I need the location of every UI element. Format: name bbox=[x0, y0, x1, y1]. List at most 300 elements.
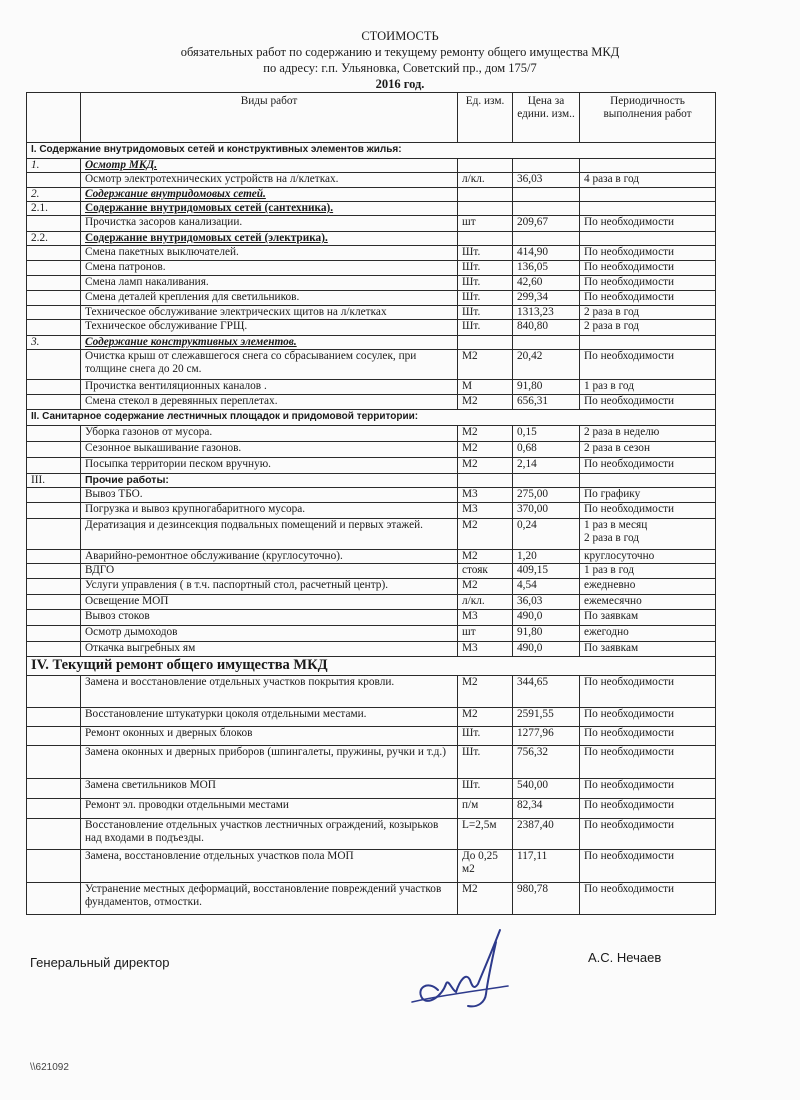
work-name-cell bbox=[81, 799, 458, 819]
unit-cell bbox=[458, 519, 513, 550]
unit-cell-text: М3 bbox=[462, 488, 478, 500]
row-number-cell bbox=[27, 320, 81, 336]
unit-cell bbox=[458, 306, 513, 320]
header-num-cell bbox=[27, 93, 81, 143]
work-name-cell-text: Замена оконных и дверных приборов (шпингалеты, пружины, ручки и т.д.) bbox=[85, 746, 446, 758]
price-cell bbox=[513, 216, 580, 232]
unit-cell-text: Шт. bbox=[462, 779, 481, 791]
row-number-cell bbox=[27, 642, 81, 657]
unit-cell-text: М3 bbox=[462, 503, 478, 515]
period-cell bbox=[580, 626, 716, 642]
period-cell-text: По необходимости bbox=[584, 458, 675, 470]
table-row bbox=[27, 320, 716, 336]
period-cell bbox=[580, 488, 716, 503]
work-name-cell-text: Техническое обслуживание ГРЩ. bbox=[85, 320, 248, 332]
unit-cell-text: L=2,5м bbox=[462, 819, 497, 831]
work-name-cell bbox=[81, 458, 458, 474]
work-name-cell bbox=[81, 779, 458, 799]
period-cell bbox=[580, 395, 716, 410]
row-number-cell bbox=[27, 336, 81, 350]
price-cell-text: 91,80 bbox=[517, 626, 543, 638]
unit-cell-text: М3 bbox=[462, 610, 478, 622]
work-name-cell bbox=[81, 883, 458, 915]
row-number-cell bbox=[27, 850, 81, 883]
period-cell-text: 2 раза в год bbox=[584, 320, 640, 332]
price-cell-text: 275,00 bbox=[517, 488, 549, 500]
unit-cell-text: М2 bbox=[462, 350, 478, 362]
period-cell bbox=[580, 595, 716, 610]
unit-cell-text: М2 bbox=[462, 676, 478, 688]
unit-cell bbox=[458, 595, 513, 610]
work-name-cell bbox=[81, 676, 458, 708]
work-name-cell-text: Содержание внутридомовых сетей (электрика). bbox=[85, 232, 328, 244]
period-cell-text: ежегодно bbox=[584, 626, 629, 638]
header-work: Виды работ bbox=[81, 93, 458, 143]
row-number-cell bbox=[27, 458, 81, 474]
header-period bbox=[580, 93, 716, 143]
period-cell bbox=[580, 380, 716, 395]
unit-cell bbox=[458, 380, 513, 395]
work-name-cell-text: Смена ламп накаливания. bbox=[85, 276, 209, 288]
work-name-cell-text: Содержание внутридомовых сетей. bbox=[85, 188, 266, 200]
period-cell bbox=[580, 188, 716, 202]
price-cell-text: 0,15 bbox=[517, 426, 537, 438]
table-row bbox=[27, 519, 716, 550]
row-number-cell bbox=[27, 216, 81, 232]
work-name-cell-text: Вывоз стоков bbox=[85, 610, 150, 622]
period-cell-text: По необходимости bbox=[584, 291, 675, 303]
period-cell-text: 4 раза в год bbox=[584, 173, 640, 185]
period-cell-text: По необходимости bbox=[584, 779, 675, 791]
period-cell bbox=[580, 642, 716, 657]
row-number-cell bbox=[27, 579, 81, 595]
price-cell bbox=[513, 503, 580, 519]
price-cell bbox=[513, 550, 580, 564]
work-name-cell-text: Очистка крыш от слежавшегося снега со сбрасыванием сосулек, при толщине снега до 20 см. bbox=[85, 350, 417, 375]
price-cell-text: 2,14 bbox=[517, 458, 537, 470]
work-name-cell bbox=[81, 442, 458, 458]
work-name-cell-text: Ремонт оконных и дверных блоков bbox=[85, 727, 253, 739]
price-cell-text: 409,15 bbox=[517, 564, 549, 576]
work-name-cell bbox=[81, 380, 458, 395]
header-unit-text: Ед. изм. bbox=[465, 95, 505, 107]
work-name-cell-text: Уборка газонов от мусора. bbox=[85, 426, 213, 438]
period-cell-text: По необходимости bbox=[584, 350, 675, 362]
row-number-cell bbox=[27, 564, 81, 579]
work-name-cell-text: Замена и восстановление отдельных участков покрытия кровли. bbox=[85, 676, 395, 688]
period-cell bbox=[580, 779, 716, 799]
period-cell-text: 2 раза в год bbox=[584, 306, 640, 318]
period-cell bbox=[580, 519, 716, 550]
row-number-cell bbox=[27, 246, 81, 261]
row-number-cell bbox=[27, 202, 81, 216]
price-cell bbox=[513, 708, 580, 727]
table-row bbox=[27, 188, 716, 202]
table-row bbox=[27, 410, 716, 426]
period-cell-text: По необходимости bbox=[584, 261, 675, 273]
row-number-cell bbox=[27, 519, 81, 550]
row-number-cell-text: 2. bbox=[31, 188, 40, 200]
price-cell bbox=[513, 261, 580, 276]
row-number-cell bbox=[27, 173, 81, 188]
work-name-cell-text: Прочистка засоров канализации. bbox=[85, 216, 243, 228]
row-number-cell bbox=[27, 610, 81, 626]
period-cell bbox=[580, 474, 716, 488]
period-cell bbox=[580, 350, 716, 380]
unit-cell bbox=[458, 426, 513, 442]
table-body bbox=[27, 143, 716, 915]
table-row bbox=[27, 159, 716, 173]
work-name-cell-text: Восстановление отдельных участков лестничных ограждений, козырьков над входами в подъезды. bbox=[85, 819, 439, 844]
unit-cell bbox=[458, 727, 513, 746]
table-header-row bbox=[27, 93, 716, 143]
period-cell bbox=[580, 246, 716, 261]
period-cell-text: 2 раза в неделю bbox=[584, 426, 660, 438]
row-number-cell bbox=[27, 291, 81, 306]
period-cell-text: По необходимости bbox=[584, 850, 675, 862]
unit-cell bbox=[458, 159, 513, 173]
row-number-cell bbox=[27, 395, 81, 410]
work-name-cell bbox=[81, 626, 458, 642]
price-cell bbox=[513, 642, 580, 657]
period-cell bbox=[580, 458, 716, 474]
unit-cell-text: Шт. bbox=[462, 276, 481, 288]
price-cell bbox=[513, 626, 580, 642]
row-number-cell bbox=[27, 488, 81, 503]
unit-cell bbox=[458, 676, 513, 708]
unit-cell-text: До 0,25 м2 bbox=[462, 850, 498, 875]
period-cell bbox=[580, 799, 716, 819]
work-name-cell bbox=[81, 306, 458, 320]
price-cell bbox=[513, 488, 580, 503]
table-row bbox=[27, 595, 716, 610]
table-row bbox=[27, 579, 716, 595]
row-number-cell bbox=[27, 819, 81, 850]
table-row bbox=[27, 173, 716, 188]
period-cell-text: По необходимости bbox=[584, 883, 675, 895]
price-cell bbox=[513, 336, 580, 350]
unit-cell-text: М2 bbox=[462, 458, 478, 470]
unit-cell-text: М2 bbox=[462, 426, 478, 438]
work-name-cell bbox=[81, 232, 458, 246]
work-name-cell-text: Замена, восстановление отдельных участков пола МОП bbox=[85, 850, 354, 862]
unit-cell-text: Шт. bbox=[462, 746, 481, 758]
period-cell bbox=[580, 610, 716, 626]
unit-cell-text: Шт. bbox=[462, 291, 481, 303]
price-cell bbox=[513, 426, 580, 442]
table-row bbox=[27, 143, 716, 159]
work-name-cell bbox=[81, 395, 458, 410]
document-number: \\621092 bbox=[30, 1062, 69, 1073]
unit-cell bbox=[458, 261, 513, 276]
price-cell bbox=[513, 188, 580, 202]
price-cell-text: 980,78 bbox=[517, 883, 549, 895]
period-cell bbox=[580, 426, 716, 442]
table-row bbox=[27, 291, 716, 306]
section-heading: II. Санитарное содержание лестничных площадок и придомовой территории: bbox=[27, 410, 716, 426]
doc-year: 2016 год. bbox=[375, 77, 425, 91]
table-row bbox=[27, 350, 716, 380]
unit-cell bbox=[458, 626, 513, 642]
row-number-cell bbox=[27, 261, 81, 276]
price-cell-text: 2387,40 bbox=[517, 819, 554, 831]
work-name-cell bbox=[81, 320, 458, 336]
work-name-cell-text: Погрузка и вывоз крупногабаритного мусора. bbox=[85, 503, 306, 515]
row-number-cell bbox=[27, 474, 81, 488]
unit-cell-text: М2 bbox=[462, 519, 478, 531]
unit-cell bbox=[458, 488, 513, 503]
work-name-cell-text: Дератизация и дезинсекция подвальных помещений и первых этажей. bbox=[85, 519, 423, 531]
unit-cell-text: М2 bbox=[462, 395, 478, 407]
period-cell-text: 1 раз в месяц 2 раза в год bbox=[584, 519, 648, 544]
work-name-cell-text: Сезонное выкашивание газонов. bbox=[85, 442, 242, 454]
work-name-cell bbox=[81, 819, 458, 850]
work-name-cell bbox=[81, 350, 458, 380]
table-row bbox=[27, 883, 716, 915]
price-cell-text: 370,00 bbox=[517, 503, 549, 515]
price-cell bbox=[513, 395, 580, 410]
unit-cell-text: Шт. bbox=[462, 320, 481, 332]
price-cell-text: 4,54 bbox=[517, 579, 537, 591]
period-cell bbox=[580, 173, 716, 188]
work-name-cell-text: Смена деталей крепления для светильников. bbox=[85, 291, 300, 303]
price-cell bbox=[513, 380, 580, 395]
table-row bbox=[27, 474, 716, 488]
work-name-cell bbox=[81, 579, 458, 595]
row-number-cell bbox=[27, 727, 81, 746]
price-cell bbox=[513, 883, 580, 915]
price-cell-text: 36,03 bbox=[517, 173, 543, 185]
work-name-cell bbox=[81, 519, 458, 550]
work-name-cell bbox=[81, 216, 458, 232]
price-cell-text: 756,32 bbox=[517, 746, 549, 758]
price-cell-text: 299,34 bbox=[517, 291, 549, 303]
work-name-cell-text: Смена патронов. bbox=[85, 261, 166, 273]
work-name-cell bbox=[81, 708, 458, 727]
price-cell bbox=[513, 291, 580, 306]
unit-cell bbox=[458, 336, 513, 350]
unit-cell-text: М2 bbox=[462, 883, 478, 895]
price-cell-text: 82,34 bbox=[517, 799, 543, 811]
unit-cell bbox=[458, 458, 513, 474]
unit-cell-text: М2 bbox=[462, 550, 478, 562]
price-cell bbox=[513, 202, 580, 216]
unit-cell bbox=[458, 246, 513, 261]
price-cell-text: 840,80 bbox=[517, 320, 549, 332]
price-cell-text: 1,20 bbox=[517, 550, 537, 562]
period-cell bbox=[580, 564, 716, 579]
work-name-cell-text: Смена стекол в деревянных переплетах. bbox=[85, 395, 278, 407]
price-cell bbox=[513, 276, 580, 291]
table-row bbox=[27, 246, 716, 261]
row-number-cell bbox=[27, 276, 81, 291]
row-number-cell bbox=[27, 426, 81, 442]
period-cell bbox=[580, 708, 716, 727]
price-cell-text: 344,65 bbox=[517, 676, 549, 688]
unit-cell bbox=[458, 579, 513, 595]
header-price bbox=[513, 93, 580, 143]
price-cell-text: 540,00 bbox=[517, 779, 549, 791]
work-name-cell-text: Устранение местных деформаций, восстановление повреждений участков фундаментов, отмостки. bbox=[85, 883, 442, 908]
table-row bbox=[27, 380, 716, 395]
unit-cell-text: М2 bbox=[462, 708, 478, 720]
period-cell-text: ежедневно bbox=[584, 579, 636, 591]
period-cell bbox=[580, 883, 716, 915]
unit-cell bbox=[458, 291, 513, 306]
work-name-cell bbox=[81, 746, 458, 779]
table-row bbox=[27, 395, 716, 410]
period-cell bbox=[580, 336, 716, 350]
row-number-cell bbox=[27, 676, 81, 708]
work-name-cell bbox=[81, 474, 458, 488]
table-row bbox=[27, 799, 716, 819]
table-row bbox=[27, 657, 716, 676]
work-name-cell-text: Аварийно-ремонтное обслуживание (круглосуточно). bbox=[85, 550, 343, 562]
unit-cell bbox=[458, 746, 513, 779]
table-row bbox=[27, 458, 716, 474]
period-cell-text: По необходимости bbox=[584, 676, 675, 688]
unit-cell-text: п/м bbox=[462, 799, 479, 811]
unit-cell-text: М bbox=[462, 380, 473, 392]
row-number-cell bbox=[27, 550, 81, 564]
table-row bbox=[27, 676, 716, 708]
period-cell-text: По графику bbox=[584, 488, 641, 500]
period-cell-text: По необходимости bbox=[584, 246, 675, 258]
work-name-cell-text: Вывоз ТБО. bbox=[85, 488, 143, 500]
work-name-cell bbox=[81, 727, 458, 746]
row-number-cell-text: 3. bbox=[31, 336, 40, 348]
price-cell bbox=[513, 232, 580, 246]
period-cell-text: 2 раза в сезон bbox=[584, 442, 650, 454]
period-cell bbox=[580, 850, 716, 883]
period-cell-text: По необходимости bbox=[584, 503, 675, 515]
table-row bbox=[27, 626, 716, 642]
period-cell bbox=[580, 320, 716, 336]
price-cell bbox=[513, 159, 580, 173]
unit-cell-text: л/кл. bbox=[462, 595, 485, 607]
price-cell bbox=[513, 819, 580, 850]
row-number-cell bbox=[27, 442, 81, 458]
period-cell bbox=[580, 202, 716, 216]
header-period-text: Периодичность выполнения работ bbox=[603, 95, 692, 120]
work-name-cell-text: Освещение МОП bbox=[85, 595, 169, 607]
work-name-cell bbox=[81, 291, 458, 306]
row-number-cell bbox=[27, 746, 81, 779]
period-cell-text: По заявкам bbox=[584, 642, 639, 654]
work-name-cell bbox=[81, 595, 458, 610]
price-cell bbox=[513, 746, 580, 779]
table-row bbox=[27, 564, 716, 579]
price-cell-text: 1277,96 bbox=[517, 727, 554, 739]
unit-cell-text: Шт. bbox=[462, 246, 481, 258]
unit-cell bbox=[458, 442, 513, 458]
unit-cell bbox=[458, 819, 513, 850]
work-name-cell-text: Посыпка территории песком вручную. bbox=[85, 458, 271, 470]
work-name-cell bbox=[81, 276, 458, 291]
row-number-cell-text: 1. bbox=[31, 159, 40, 171]
work-name-cell-text: Откачка выгребных ям bbox=[85, 642, 196, 654]
period-cell bbox=[580, 216, 716, 232]
unit-cell bbox=[458, 799, 513, 819]
period-cell bbox=[580, 819, 716, 850]
price-cell-text: 2591,55 bbox=[517, 708, 554, 720]
table-row bbox=[27, 550, 716, 564]
unit-cell bbox=[458, 883, 513, 915]
price-cell bbox=[513, 320, 580, 336]
table-row bbox=[27, 779, 716, 799]
period-cell bbox=[580, 503, 716, 519]
row-number-cell bbox=[27, 188, 81, 202]
price-cell-text: 1313,23 bbox=[517, 306, 554, 318]
price-cell bbox=[513, 850, 580, 883]
work-name-cell bbox=[81, 550, 458, 564]
price-cell-text: 0,68 bbox=[517, 442, 537, 454]
period-cell bbox=[580, 232, 716, 246]
period-cell-text: круглосуточно bbox=[584, 550, 655, 562]
price-cell bbox=[513, 595, 580, 610]
price-cell-text: 91,80 bbox=[517, 380, 543, 392]
table-row bbox=[27, 306, 716, 320]
row-number-cell bbox=[27, 380, 81, 395]
table-row bbox=[27, 850, 716, 883]
table-row bbox=[27, 276, 716, 291]
unit-cell bbox=[458, 173, 513, 188]
table-row bbox=[27, 232, 716, 246]
row-number-cell bbox=[27, 595, 81, 610]
unit-cell-text: М2 bbox=[462, 579, 478, 591]
price-cell bbox=[513, 727, 580, 746]
work-name-cell bbox=[81, 173, 458, 188]
price-cell-text: 136,05 bbox=[517, 261, 549, 273]
price-cell-text: 209,67 bbox=[517, 216, 549, 228]
unit-cell-text: шт bbox=[462, 626, 476, 638]
work-name-cell-text: Осмотр электротехнических устройств на л/клетках. bbox=[85, 173, 339, 185]
period-cell-text: По необходимости bbox=[584, 276, 675, 288]
unit-cell-text: шт bbox=[462, 216, 476, 228]
unit-cell-text: Шт. bbox=[462, 727, 481, 739]
period-cell-text: По необходимости bbox=[584, 799, 675, 811]
unit-cell bbox=[458, 202, 513, 216]
work-name-cell-text: ВДГО bbox=[85, 564, 115, 576]
work-name-cell bbox=[81, 850, 458, 883]
period-cell-text: 1 раз в год bbox=[584, 564, 635, 576]
unit-cell bbox=[458, 708, 513, 727]
work-name-cell-text: Осмотр дымоходов bbox=[85, 626, 178, 638]
row-number-cell-text: 2.2. bbox=[31, 232, 48, 244]
work-name-cell-text: Прочие работы: bbox=[85, 474, 169, 486]
work-name-cell bbox=[81, 336, 458, 350]
table-row bbox=[27, 642, 716, 657]
table-row bbox=[27, 503, 716, 519]
price-cell bbox=[513, 676, 580, 708]
row-number-cell bbox=[27, 159, 81, 173]
work-name-cell bbox=[81, 159, 458, 173]
table-row bbox=[27, 216, 716, 232]
price-cell bbox=[513, 610, 580, 626]
section-heading: I. Содержание внутридомовых сетей и конструктивных элементов жилья: bbox=[27, 143, 716, 159]
handwritten-signature bbox=[408, 920, 518, 1015]
unit-cell-text: л/кл. bbox=[462, 173, 485, 185]
price-cell bbox=[513, 519, 580, 550]
work-name-cell-text: Содержание конструктивных элементов. bbox=[85, 336, 297, 348]
period-cell bbox=[580, 159, 716, 173]
work-name-cell bbox=[81, 642, 458, 657]
unit-cell bbox=[458, 779, 513, 799]
period-cell-text: По необходимости bbox=[584, 708, 675, 720]
period-cell bbox=[580, 676, 716, 708]
work-name-cell bbox=[81, 488, 458, 503]
table-row bbox=[27, 746, 716, 779]
